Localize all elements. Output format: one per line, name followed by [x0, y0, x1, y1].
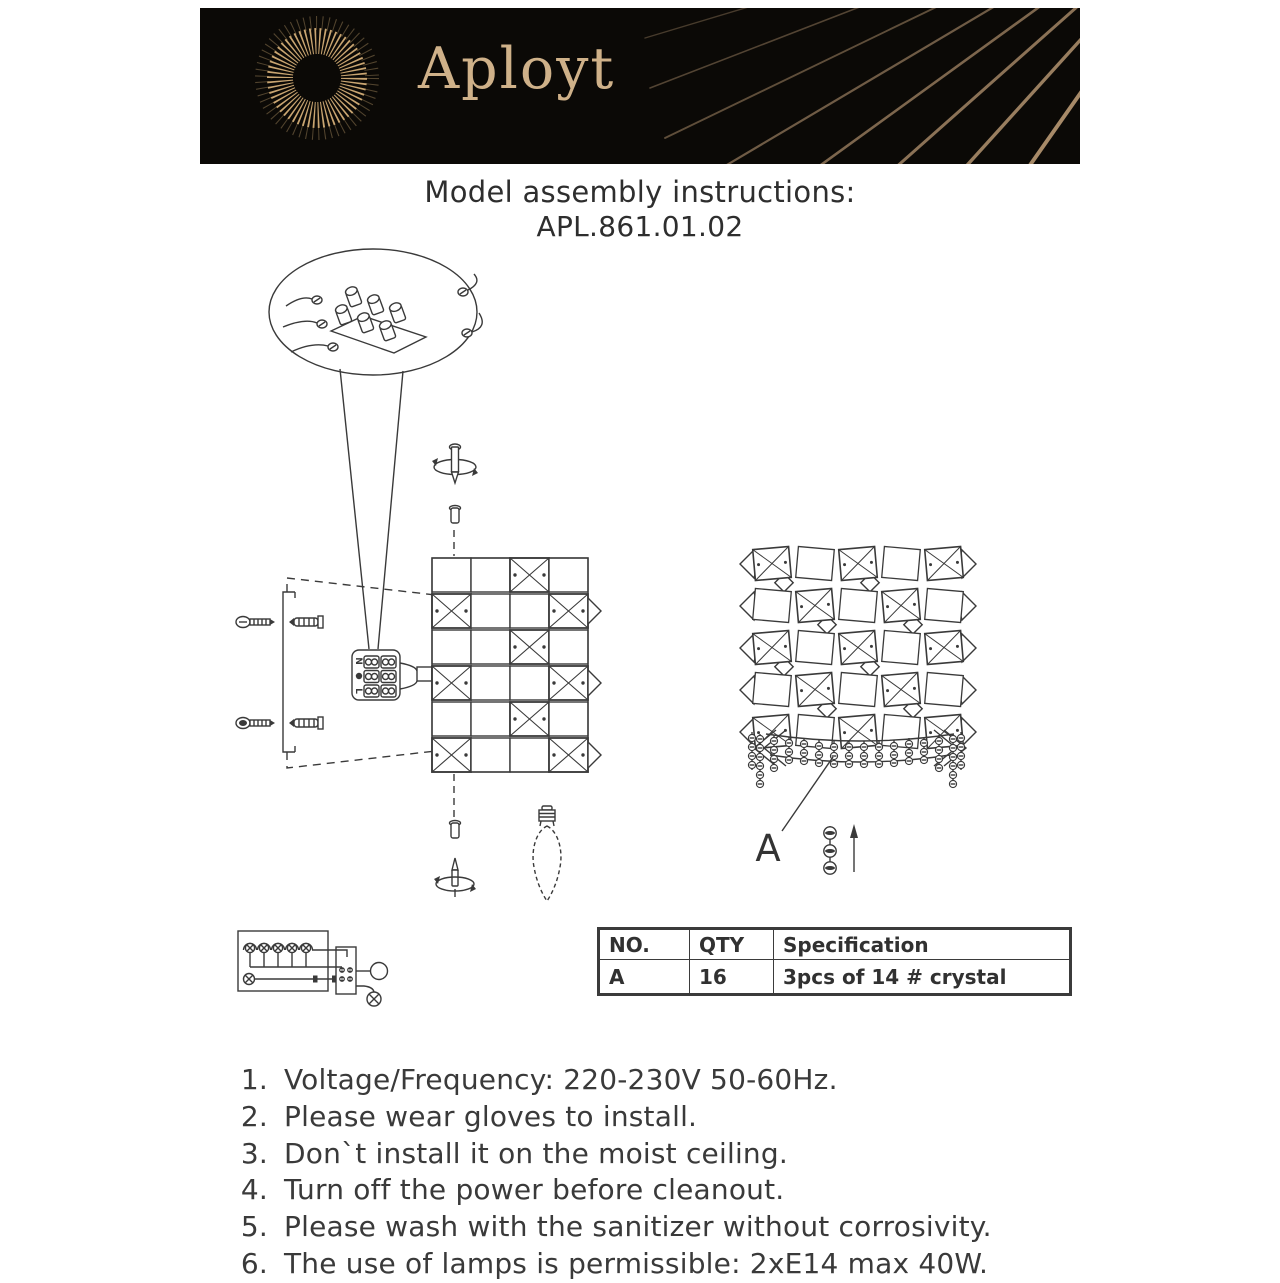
instruction-item — [224, 1246, 1104, 1283]
table-row — [599, 960, 1071, 995]
instruction-item — [224, 1172, 1104, 1209]
col-header-qty: QTY — [690, 929, 774, 960]
lamp-holder-symbols — [244, 943, 313, 967]
item-number: 4. — [240, 1173, 268, 1207]
table-header-row — [599, 929, 1071, 960]
wiring-diagram — [238, 931, 388, 1006]
instruction-item — [224, 1209, 1104, 1246]
terminal-label-l: L — [353, 688, 363, 694]
item-text: Don`t install it on the moist ceiling. — [284, 1136, 788, 1170]
item-text: Please wear gloves to install. — [284, 1099, 698, 1133]
page-title: Model assembly instructions: — [424, 175, 856, 209]
instruction-item — [224, 1136, 1104, 1173]
item-text: Please wash with the sanitizer without corrosivity. — [284, 1210, 992, 1244]
cell-spec: 3pcs of 14 # crystal — [774, 960, 1071, 995]
instruction-item — [224, 1062, 1104, 1099]
part-label-a: A — [755, 827, 781, 870]
item-number: 3. — [240, 1136, 268, 1170]
item-number: 5. — [240, 1210, 268, 1244]
screw-upper — [236, 617, 275, 628]
cell-qty: 16 — [690, 960, 774, 995]
item-number: 6. — [240, 1246, 268, 1280]
lamp-body-exploded — [432, 558, 601, 772]
item-text: Voltage/Frequency: 220-230V 50-60Hz. — [284, 1063, 838, 1096]
brand-logo-text: Aployt — [418, 36, 616, 102]
mounting-bracket — [283, 592, 295, 752]
item-text: The use of lamps is permissible: 2xE14 max 40W. — [284, 1246, 989, 1280]
instruction-list — [224, 1062, 1104, 1283]
strip-terminal — [336, 947, 356, 994]
model-number: APL.861.01.02 — [536, 210, 744, 243]
parts-table — [597, 927, 1072, 996]
terminal-block — [352, 650, 432, 700]
pin-bottom — [450, 821, 461, 839]
instruction-item — [224, 1099, 1104, 1136]
finial-bottom — [434, 858, 476, 897]
candle-bulb — [533, 806, 561, 901]
balloon-funnel — [340, 369, 403, 649]
item-number: 2. — [240, 1099, 268, 1133]
finial-top — [432, 444, 478, 483]
earth-icon — [356, 673, 362, 679]
item-number: 1. — [240, 1063, 268, 1096]
col-header-spec: Specification — [774, 929, 1071, 960]
cell-no: A — [599, 960, 690, 995]
assembled-lamp-view — [740, 546, 976, 788]
terminal-label-n: N — [353, 657, 363, 665]
connector-stub — [417, 667, 432, 681]
crystal-rows — [753, 546, 964, 748]
pin-top — [450, 506, 461, 524]
bead-string-detail — [824, 826, 836, 874]
screw-lower — [236, 718, 275, 729]
insert-direction-arrow — [850, 824, 858, 872]
anchor-upper — [289, 616, 323, 628]
leader-line — [782, 757, 833, 831]
anchor-lower — [289, 717, 323, 729]
item-text: Turn off the power before cleanout. — [284, 1173, 785, 1207]
col-header-no: NO. — [599, 929, 690, 960]
